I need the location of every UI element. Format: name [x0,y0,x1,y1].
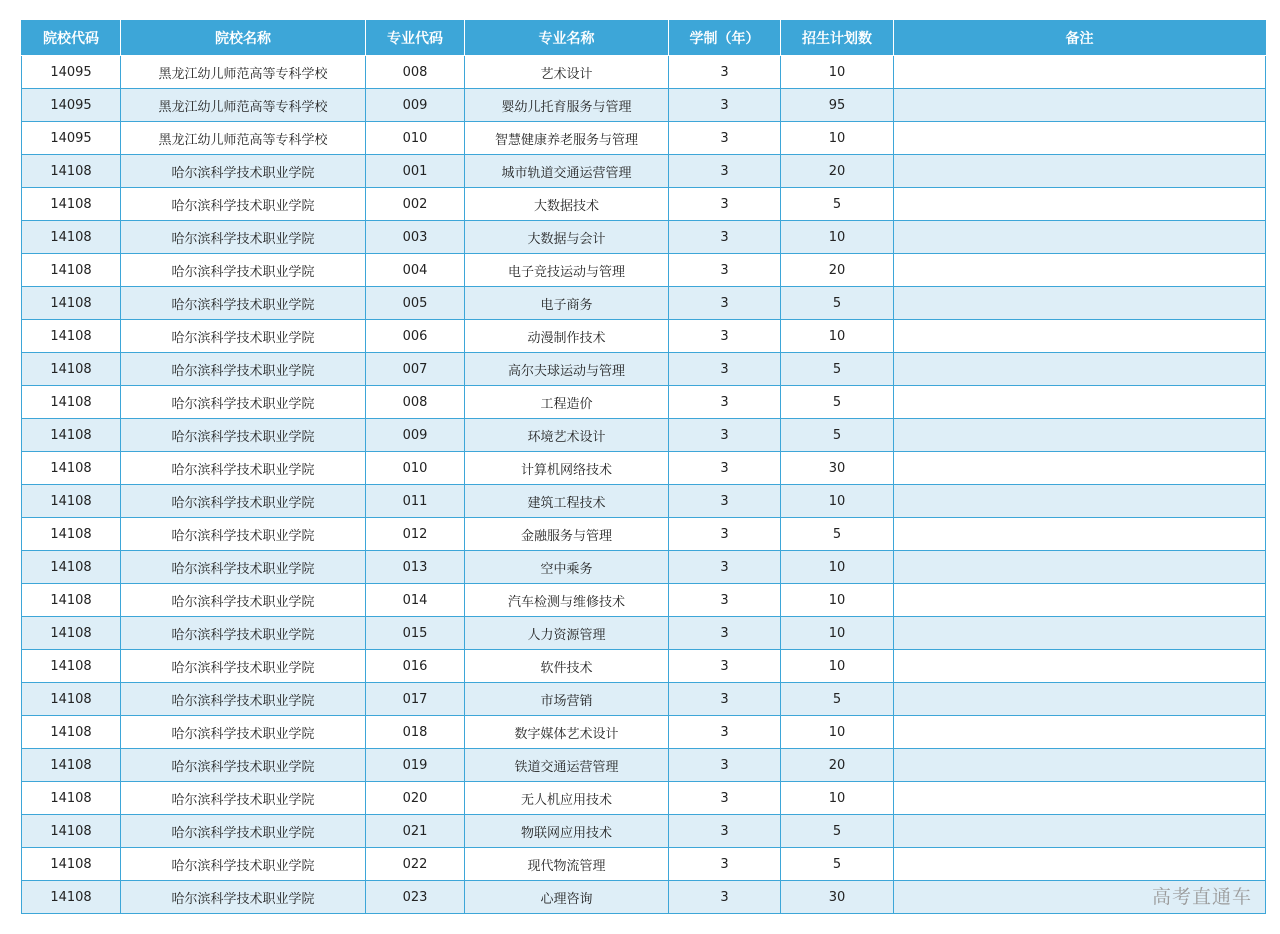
remarks-cell [894,782,1266,815]
remarks-cell [894,452,1266,485]
remarks-cell [894,122,1266,155]
table-row [22,518,1266,551]
table-row [22,452,1266,485]
major-code-cell: 022 [366,848,465,881]
duration-cell: 3 [669,56,781,89]
school-code-cell: 14108 [22,881,121,914]
school-code-cell: 14108 [22,617,121,650]
table-row [22,353,1266,386]
school-name-cell: 哈尔滨科学技术职业学院 [121,815,366,848]
major-code-cell: 012 [366,518,465,551]
duration-cell: 3 [669,485,781,518]
header-major-code: 专业代码 [366,21,465,56]
major-name-cell: 高尔夫球运动与管理 [465,353,669,386]
major-name-cell: 汽车检测与维修技术 [465,584,669,617]
major-code-cell: 006 [366,320,465,353]
header-school-code: 院校代码 [22,21,121,56]
major-name-cell: 空中乘务 [465,551,669,584]
plan-count-cell: 10 [781,122,894,155]
school-name-cell: 黑龙江幼儿师范高等专科学校 [121,56,366,89]
major-code-cell: 004 [366,254,465,287]
school-code-cell: 14108 [22,848,121,881]
major-name-cell: 婴幼儿托育服务与管理 [465,89,669,122]
plan-count-cell: 20 [781,254,894,287]
duration-cell: 3 [669,122,781,155]
major-name-cell: 软件技术 [465,650,669,683]
remarks-cell [894,89,1266,122]
major-name-cell: 艺术设计 [465,56,669,89]
duration-cell: 3 [669,287,781,320]
table-row [22,848,1266,881]
duration-cell: 3 [669,848,781,881]
school-code-cell: 14095 [22,56,121,89]
major-code-cell: 009 [366,419,465,452]
major-name-cell: 电子商务 [465,287,669,320]
plan-count-cell: 5 [781,287,894,320]
school-code-cell: 14108 [22,650,121,683]
plan-count-cell: 5 [781,188,894,221]
major-code-cell: 011 [366,485,465,518]
duration-cell: 3 [669,386,781,419]
school-name-cell: 哈尔滨科学技术职业学院 [121,518,366,551]
duration-cell: 3 [669,716,781,749]
school-name-cell: 哈尔滨科学技术职业学院 [121,254,366,287]
major-name-cell: 城市轨道交通运营管理 [465,155,669,188]
table-header-row [22,21,1266,56]
school-code-cell: 14108 [22,188,121,221]
header-duration: 学制（年） [669,21,781,56]
table-body [22,56,1266,914]
major-code-cell: 015 [366,617,465,650]
plan-count-cell: 10 [781,221,894,254]
major-name-cell: 智慧健康养老服务与管理 [465,122,669,155]
table-row [22,89,1266,122]
school-name-cell: 哈尔滨科学技术职业学院 [121,353,366,386]
table-row [22,221,1266,254]
table-row [22,749,1266,782]
plan-count-cell: 20 [781,749,894,782]
school-code-cell: 14108 [22,716,121,749]
major-name-cell: 物联网应用技术 [465,815,669,848]
plan-count-cell: 30 [781,452,894,485]
major-name-cell: 现代物流管理 [465,848,669,881]
school-name-cell: 哈尔滨科学技术职业学院 [121,716,366,749]
major-name-cell: 大数据与会计 [465,221,669,254]
major-code-cell: 018 [366,716,465,749]
remarks-cell [894,56,1266,89]
school-code-cell: 14108 [22,683,121,716]
major-name-cell: 心理咨询 [465,881,669,914]
major-code-cell: 005 [366,287,465,320]
duration-cell: 3 [669,89,781,122]
school-code-cell: 14108 [22,386,121,419]
school-name-cell: 哈尔滨科学技术职业学院 [121,386,366,419]
school-name-cell: 哈尔滨科学技术职业学院 [121,683,366,716]
major-code-cell: 008 [366,386,465,419]
duration-cell: 3 [669,815,781,848]
table-row [22,419,1266,452]
major-code-cell: 021 [366,815,465,848]
table-row [22,122,1266,155]
plan-count-cell: 10 [781,56,894,89]
table-row [22,782,1266,815]
major-name-cell: 计算机网络技术 [465,452,669,485]
major-code-cell: 019 [366,749,465,782]
header-school-name: 院校名称 [121,21,366,56]
school-name-cell: 黑龙江幼儿师范高等专科学校 [121,122,366,155]
duration-cell: 3 [669,551,781,584]
school-name-cell: 哈尔滨科学技术职业学院 [121,617,366,650]
school-name-cell: 哈尔滨科学技术职业学院 [121,188,366,221]
school-name-cell: 哈尔滨科学技术职业学院 [121,221,366,254]
major-name-cell: 无人机应用技术 [465,782,669,815]
major-name-cell: 电子竞技运动与管理 [465,254,669,287]
major-code-cell: 002 [366,188,465,221]
remarks-cell [894,551,1266,584]
school-name-cell: 哈尔滨科学技术职业学院 [121,749,366,782]
remarks-cell [894,848,1266,881]
school-code-cell: 14108 [22,353,121,386]
major-name-cell: 大数据技术 [465,188,669,221]
school-code-cell: 14108 [22,815,121,848]
plan-count-cell: 10 [781,650,894,683]
plan-count-cell: 10 [781,782,894,815]
duration-cell: 3 [669,683,781,716]
remarks-cell [894,749,1266,782]
major-code-cell: 008 [366,56,465,89]
duration-cell: 3 [669,155,781,188]
remarks-cell [894,815,1266,848]
major-name-cell: 动漫制作技术 [465,320,669,353]
school-code-cell: 14108 [22,452,121,485]
major-code-cell: 001 [366,155,465,188]
plan-count-cell: 5 [781,386,894,419]
school-name-cell: 哈尔滨科学技术职业学院 [121,287,366,320]
duration-cell: 3 [669,650,781,683]
major-name-cell: 工程造价 [465,386,669,419]
major-code-cell: 013 [366,551,465,584]
admission-plan-table [21,20,1266,914]
school-name-cell: 哈尔滨科学技术职业学院 [121,881,366,914]
table-row [22,683,1266,716]
table-row [22,716,1266,749]
remarks-cell [894,518,1266,551]
major-code-cell: 016 [366,650,465,683]
school-code-cell: 14108 [22,254,121,287]
school-name-cell: 哈尔滨科学技术职业学院 [121,452,366,485]
school-name-cell: 哈尔滨科学技术职业学院 [121,155,366,188]
remarks-cell [894,287,1266,320]
remarks-cell [894,221,1266,254]
table-row [22,188,1266,221]
remarks-cell [894,254,1266,287]
duration-cell: 3 [669,782,781,815]
major-code-cell: 010 [366,452,465,485]
remarks-cell [894,419,1266,452]
table-row [22,650,1266,683]
major-code-cell: 023 [366,881,465,914]
school-code-cell: 14108 [22,584,121,617]
major-name-cell: 人力资源管理 [465,617,669,650]
school-name-cell: 哈尔滨科学技术职业学院 [121,782,366,815]
school-code-cell: 14108 [22,419,121,452]
duration-cell: 3 [669,353,781,386]
school-name-cell: 哈尔滨科学技术职业学院 [121,848,366,881]
school-name-cell: 哈尔滨科学技术职业学院 [121,650,366,683]
header-plan-count: 招生计划数 [781,21,894,56]
plan-count-cell: 5 [781,353,894,386]
duration-cell: 3 [669,617,781,650]
plan-count-cell: 5 [781,848,894,881]
plan-count-cell: 5 [781,419,894,452]
major-code-cell: 007 [366,353,465,386]
school-code-cell: 14108 [22,518,121,551]
table-row [22,815,1266,848]
duration-cell: 3 [669,584,781,617]
school-name-cell: 哈尔滨科学技术职业学院 [121,320,366,353]
table-row [22,551,1266,584]
header-remarks: 备注 [894,21,1266,56]
remarks-cell [894,188,1266,221]
remarks-cell [894,386,1266,419]
school-code-cell: 14108 [22,221,121,254]
major-name-cell: 铁道交通运营管理 [465,749,669,782]
major-name-cell: 数字媒体艺术设计 [465,716,669,749]
major-name-cell: 金融服务与管理 [465,518,669,551]
remarks-cell [894,584,1266,617]
school-code-cell: 14108 [22,551,121,584]
school-code-cell: 14108 [22,782,121,815]
school-name-cell: 黑龙江幼儿师范高等专科学校 [121,89,366,122]
school-code-cell: 14095 [22,89,121,122]
school-name-cell: 哈尔滨科学技术职业学院 [121,551,366,584]
table-row [22,155,1266,188]
remarks-cell [894,650,1266,683]
table-row [22,617,1266,650]
duration-cell: 3 [669,188,781,221]
duration-cell: 3 [669,881,781,914]
major-code-cell: 003 [366,221,465,254]
table-row [22,320,1266,353]
table-row [22,881,1266,914]
major-code-cell: 009 [366,89,465,122]
major-name-cell: 市场营销 [465,683,669,716]
remarks-cell [894,617,1266,650]
plan-count-cell: 5 [781,683,894,716]
plan-count-cell: 10 [781,617,894,650]
table-row [22,254,1266,287]
table-row [22,287,1266,320]
header-major-name: 专业名称 [465,21,669,56]
school-code-cell: 14108 [22,287,121,320]
school-name-cell: 哈尔滨科学技术职业学院 [121,584,366,617]
remarks-cell [894,320,1266,353]
table-row [22,485,1266,518]
duration-cell: 3 [669,221,781,254]
plan-count-cell: 10 [781,551,894,584]
duration-cell: 3 [669,518,781,551]
school-code-cell: 14108 [22,749,121,782]
duration-cell: 3 [669,749,781,782]
duration-cell: 3 [669,419,781,452]
major-name-cell: 建筑工程技术 [465,485,669,518]
duration-cell: 3 [669,254,781,287]
school-code-cell: 14108 [22,155,121,188]
remarks-cell [894,716,1266,749]
major-name-cell: 环境艺术设计 [465,419,669,452]
plan-count-cell: 10 [781,485,894,518]
plan-count-cell: 20 [781,155,894,188]
remarks-cell [894,683,1266,716]
school-name-cell: 哈尔滨科学技术职业学院 [121,419,366,452]
plan-count-cell: 5 [781,518,894,551]
plan-count-cell: 30 [781,881,894,914]
watermark-text: 高考直通车 [1151,886,1252,908]
school-code-cell: 14095 [22,122,121,155]
duration-cell: 3 [669,452,781,485]
major-code-cell: 014 [366,584,465,617]
table-row [22,584,1266,617]
school-code-cell: 14108 [22,320,121,353]
plan-count-cell: 10 [781,584,894,617]
duration-cell: 3 [669,320,781,353]
plan-count-cell: 95 [781,89,894,122]
remarks-cell [894,485,1266,518]
plan-count-cell: 10 [781,716,894,749]
plan-count-cell: 10 [781,320,894,353]
major-code-cell: 017 [366,683,465,716]
major-code-cell: 010 [366,122,465,155]
major-code-cell: 020 [366,782,465,815]
remarks-cell [894,155,1266,188]
school-code-cell: 14108 [22,485,121,518]
school-name-cell: 哈尔滨科学技术职业学院 [121,485,366,518]
table-row [22,56,1266,89]
table-row [22,386,1266,419]
remarks-cell [894,353,1266,386]
admission-plan-table-container [21,20,1265,914]
plan-count-cell: 5 [781,815,894,848]
